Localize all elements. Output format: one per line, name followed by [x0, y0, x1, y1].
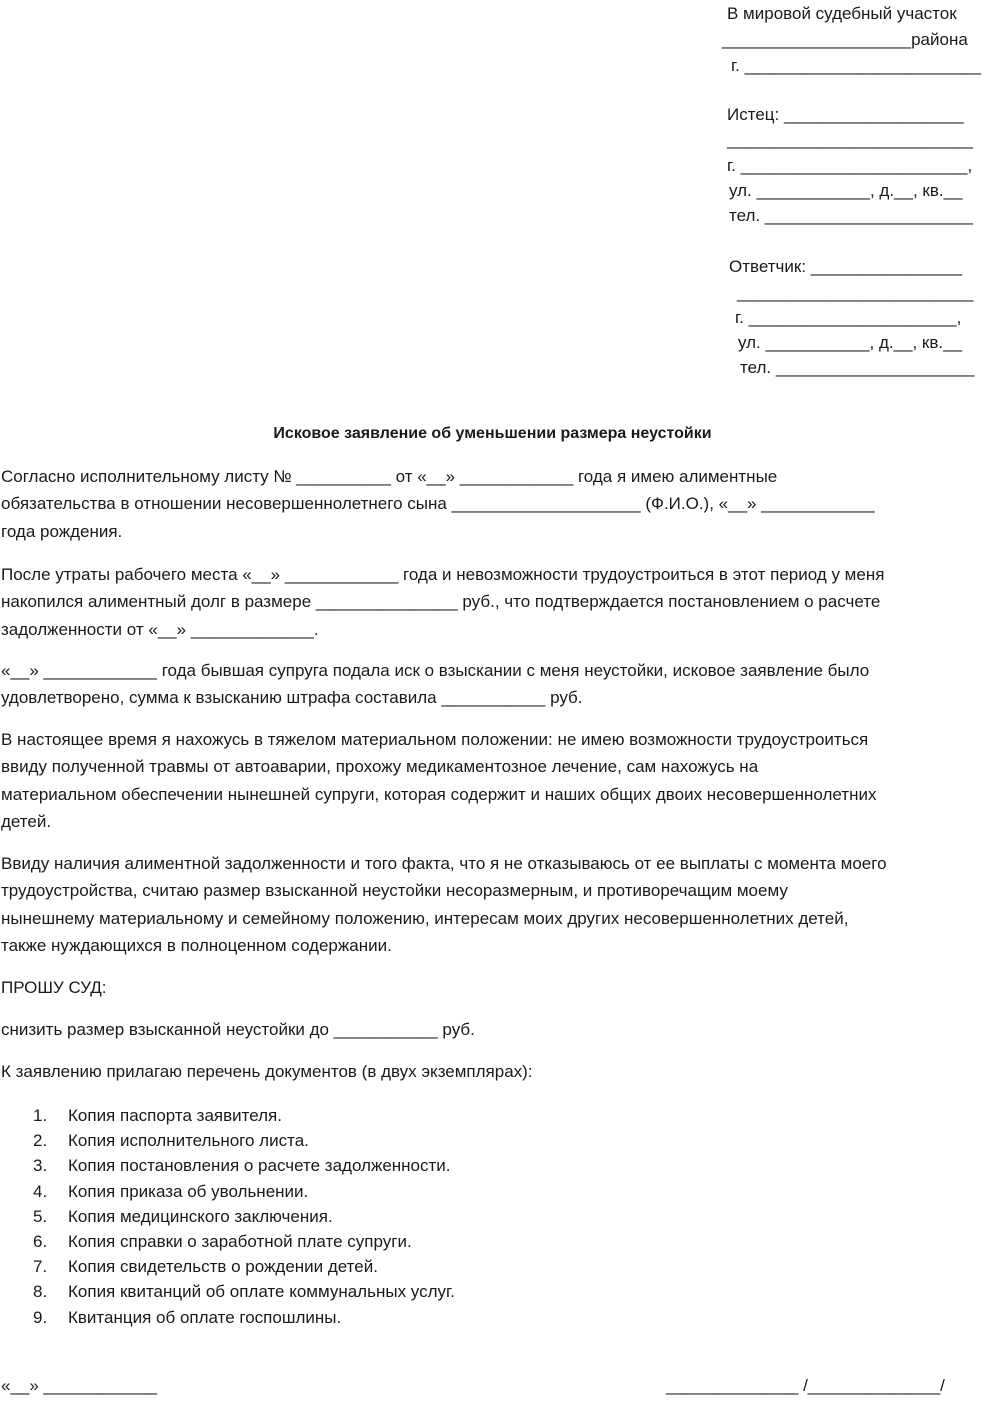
paragraph-line: трудоустройства, считаю размер взысканной неустойки несоразмерным, и противоречащим моему	[1, 881, 788, 901]
list-item-text: Копия квитанций об оплате коммунальных услуг.	[68, 1282, 455, 1302]
paragraph-justification	[1, 850, 981, 960]
paragraph-writ-of-execution	[1, 463, 981, 545]
defendant-name-field: Ответчик: ________________	[729, 257, 963, 276]
list-item	[33, 1204, 455, 1229]
paragraph-line: обязательства в отношении несовершеннолетнего сына ____________________ (Ф.И.О.), «__» ____________	[1, 494, 875, 514]
paragraph-line: «__» ____________ года бывшая супруга подала иск о взыскании с меня неустойки, исковое заявление было	[1, 661, 870, 680]
list-item	[33, 1128, 455, 1153]
attachments-list	[33, 1103, 455, 1330]
list-item-number: 9.	[33, 1307, 48, 1327]
defendant-phone-field: тел. _____________________	[740, 358, 975, 377]
list-item-number: 8.	[33, 1282, 48, 1302]
paragraph-line: накопился алиментный долг в размере _______________ руб., что подтверждается постановлением о расчете	[1, 592, 881, 612]
list-item-text: Квитанция об оплате госпошлины.	[68, 1307, 342, 1327]
defendant-street-field: ул. ___________, д.__, кв.__	[738, 333, 963, 352]
list-item-text: Копия постановления о расчете задолженности.	[68, 1156, 451, 1176]
plaintiff-phone-field: тел. ______________________	[729, 206, 973, 225]
list-item-text: Копия исполнительного листа.	[68, 1131, 309, 1151]
document-title: Исковое заявление об уменьшении размера неустойки	[273, 425, 712, 442]
paragraph-financial-situation	[1, 726, 981, 836]
paragraph-line: детей.	[1, 812, 52, 832]
plaintiff-name-field: Истец: ___________________	[727, 105, 964, 124]
paragraph-line: материальном обеспечении нынешней супруги, которая содержит и наших общих двоих несовершеннолетних	[1, 784, 877, 804]
list-item-text: Копия справки о заработной плате супруги.	[68, 1231, 412, 1251]
list-item-number: 4.	[33, 1181, 48, 1201]
list-item	[33, 1153, 455, 1178]
list-item	[33, 1279, 455, 1304]
list-item	[33, 1229, 455, 1254]
list-item-number: 7.	[33, 1257, 48, 1277]
plaintiff-name-field-2: __________________________	[727, 130, 973, 149]
defendant-name-field-2: _________________________	[737, 283, 974, 302]
list-item-number: 2.	[33, 1131, 48, 1151]
paragraph-line: года рождения.	[1, 521, 123, 541]
paragraph-line: также нуждающихся в полноценном содержании.	[1, 936, 392, 956]
court-city-field: г. _________________________	[731, 56, 981, 75]
list-item	[33, 1103, 455, 1128]
list-item-text: Копия паспорта заявителя.	[68, 1106, 282, 1125]
court-line: В мировой судебный участок	[727, 4, 957, 23]
date-field: «__» ____________	[1, 1376, 157, 1395]
list-item-text: Копия свидетельств о рождении детей.	[68, 1257, 378, 1277]
request-heading: ПРОШУ СУД:	[1, 978, 107, 997]
list-item-number: 5.	[33, 1206, 48, 1226]
paragraph-line: нынешнему материальному и семейному положению, интересам моих других несовершеннолетних детей,	[1, 908, 849, 928]
list-item-number: 1.	[33, 1106, 48, 1125]
list-item	[33, 1305, 455, 1330]
paragraph-penalty-claim	[1, 657, 981, 712]
paragraph-line: После утраты рабочего места «__» ____________ года и невозможности трудоустроиться в этот период у меня	[1, 565, 885, 584]
paragraph-line: Ввиду наличия алиментной задолженности и того факта, что я не отказываюсь от ее выплаты с момента моего	[1, 854, 887, 873]
paragraph-line: ввиду полученной травмы от автоаварии, прохожу медикаментозное лечение, сам нахожусь на	[1, 757, 759, 777]
paragraph-debt	[1, 561, 981, 643]
attachments-intro: К заявлению прилагаю перечень документов (в двух экземплярах):	[1, 1062, 533, 1081]
plaintiff-city-field: г. ________________________,	[727, 156, 973, 175]
list-item-number: 3.	[33, 1156, 48, 1176]
list-item-text: Копия приказа об увольнении.	[68, 1181, 309, 1201]
paragraph-line: Согласно исполнительному листу № __________ от «__» ____________ года я имею алиментные	[1, 467, 778, 486]
list-item-text: Копия медицинского заключения.	[68, 1206, 333, 1226]
paragraph-line: задолженности от «__» _____________.	[1, 619, 319, 639]
paragraph-line: удовлетворено, сумма к взысканию штрафа составила ___________ руб.	[1, 688, 583, 708]
list-item-number: 6.	[33, 1231, 48, 1251]
request-text: снизить размер взысканной неустойки до ___________ руб.	[1, 1020, 475, 1039]
plaintiff-street-field: ул. ____________, д.__, кв.__	[729, 181, 963, 200]
paragraph-line: В настоящее время я нахожусь в тяжелом материальном положении: не имею возможности трудоустроиться	[1, 730, 869, 749]
list-item	[33, 1254, 455, 1279]
list-item	[33, 1179, 455, 1204]
court-district-field: ____________________района	[722, 30, 968, 49]
defendant-city-field: г. ______________________,	[735, 308, 962, 327]
signature-field: ______________ /______________/	[666, 1376, 945, 1395]
